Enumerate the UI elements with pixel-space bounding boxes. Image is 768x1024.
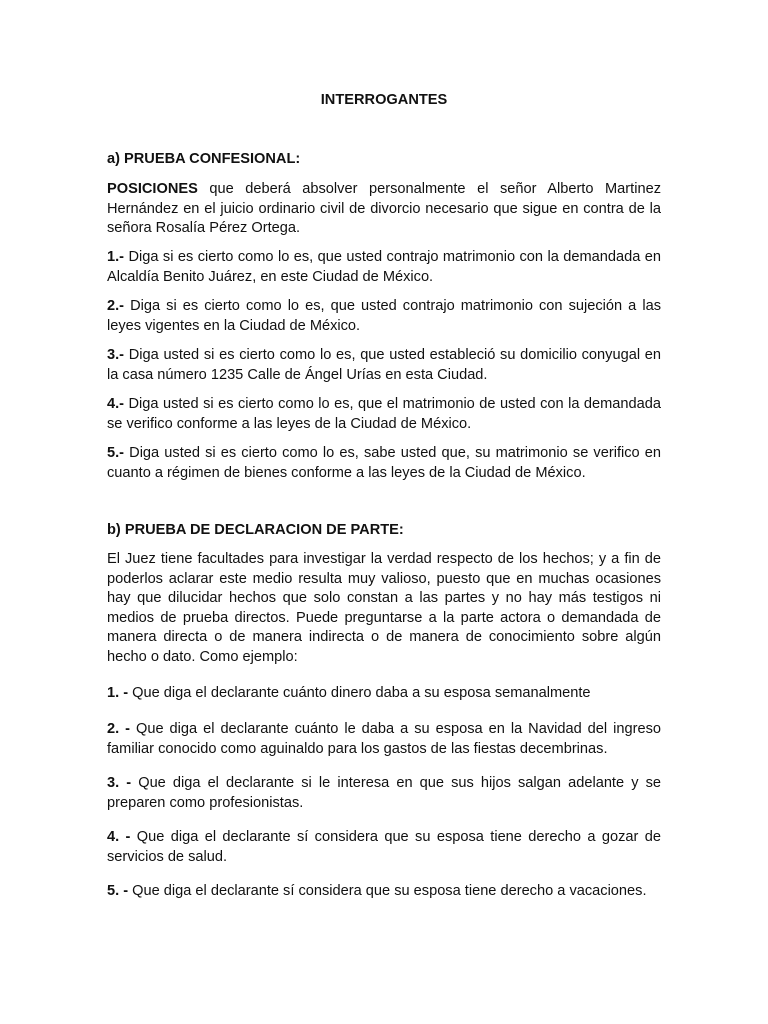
item-number: 4.- <box>107 396 125 412</box>
section-a-item <box>107 297 661 336</box>
item-number: 3. - <box>107 775 132 791</box>
section-a-item <box>107 444 661 483</box>
section-a-item <box>107 248 661 287</box>
item-text: Diga usted si es cierto como lo es, sabe usted que, su matrimonio se verifico en cuanto a régimen de bienes conforme a las leyes de la Ciudad de México. <box>107 445 661 481</box>
section-b-item <box>107 882 661 902</box>
item-text: Que diga el declarante cuánto dinero daba a su esposa semanalmente <box>128 685 591 701</box>
section-b-heading: b) PRUEBA DE DECLARACION DE PARTE: <box>107 522 404 538</box>
document-title: INTERROGANTES <box>320 92 448 108</box>
section-a-item <box>107 395 661 434</box>
section-b-item <box>107 828 661 867</box>
item-number: 4. - <box>107 829 131 845</box>
item-number: 2. - <box>107 721 131 737</box>
item-number: 3.- <box>107 347 125 363</box>
item-number: 1. - <box>107 685 129 701</box>
section-a-item <box>107 346 661 385</box>
section-a-intro <box>107 180 661 239</box>
item-text: Diga si es cierto como lo es, que usted contrajo matrimonio con sujeción a las leyes vigentes en la Ciudad de México. <box>107 298 661 334</box>
item-number: 1.- <box>107 249 125 265</box>
item-text: Que diga el declarante sí considera que su esposa tiene derecho a vacaciones. <box>128 883 647 899</box>
item-text: Que diga el declarante cuánto le daba a su esposa en la Navidad del ingreso familiar conocido como aguinaldo para los gastos de las fiestas decembrinas. <box>107 721 661 757</box>
item-text: Que diga el declarante si le interesa en que sus hijos salgan adelante y se preparen como profesionistas. <box>107 775 661 811</box>
item-text: Diga si es cierto como lo es, que usted contrajo matrimonio con la demandada en Alcaldía Benito Juárez, en este Ciudad de México. <box>107 249 661 285</box>
section-b-item <box>107 774 661 813</box>
section-b-item <box>107 720 661 759</box>
item-number: 2.- <box>107 298 125 314</box>
item-number: 5.- <box>107 445 125 461</box>
section-a-intro-bold: POSICIONES <box>107 181 198 197</box>
section-a-heading: a) PRUEBA CONFESIONAL: <box>107 151 301 167</box>
item-text: Diga usted si es cierto como lo es, que el matrimonio de usted con la demandada se verifico conforme a las leyes de la Ciudad de México. <box>107 396 661 432</box>
section-b-item <box>107 684 661 704</box>
section-b-intro: El Juez tiene facultades para investigar la verdad respecto de los hechos; y a fin de poderlos aclarar este medio resulta muy valioso, puesto que en muchas ocasiones hay que dilucidar hechos que solo constan a las partes y no hay más testigos ni medios de prueba directos. Puede preguntarse a la parte actora o demandada de manera directa o de manera indirecta o de manera de conocimiento sobre algún hecho o dato. Como ejemplo: <box>107 551 661 665</box>
item-number: 5. - <box>107 883 129 899</box>
item-text: Que diga el declarante sí considera que su esposa tiene derecho a gozar de servicios de salud. <box>107 829 661 865</box>
section-a-intro-text: que deberá absolver personalmente el señor Alberto Martinez Hernández en el juicio ordinario civil de divorcio necesario que sigue en contra de la señora Rosalía Pérez Ortega. <box>107 181 661 236</box>
item-text: Diga usted si es cierto como lo es, que usted estableció su domicilio conyugal en la casa número 1235 Calle de Ángel Urías en esta Ciudad. <box>107 347 661 383</box>
